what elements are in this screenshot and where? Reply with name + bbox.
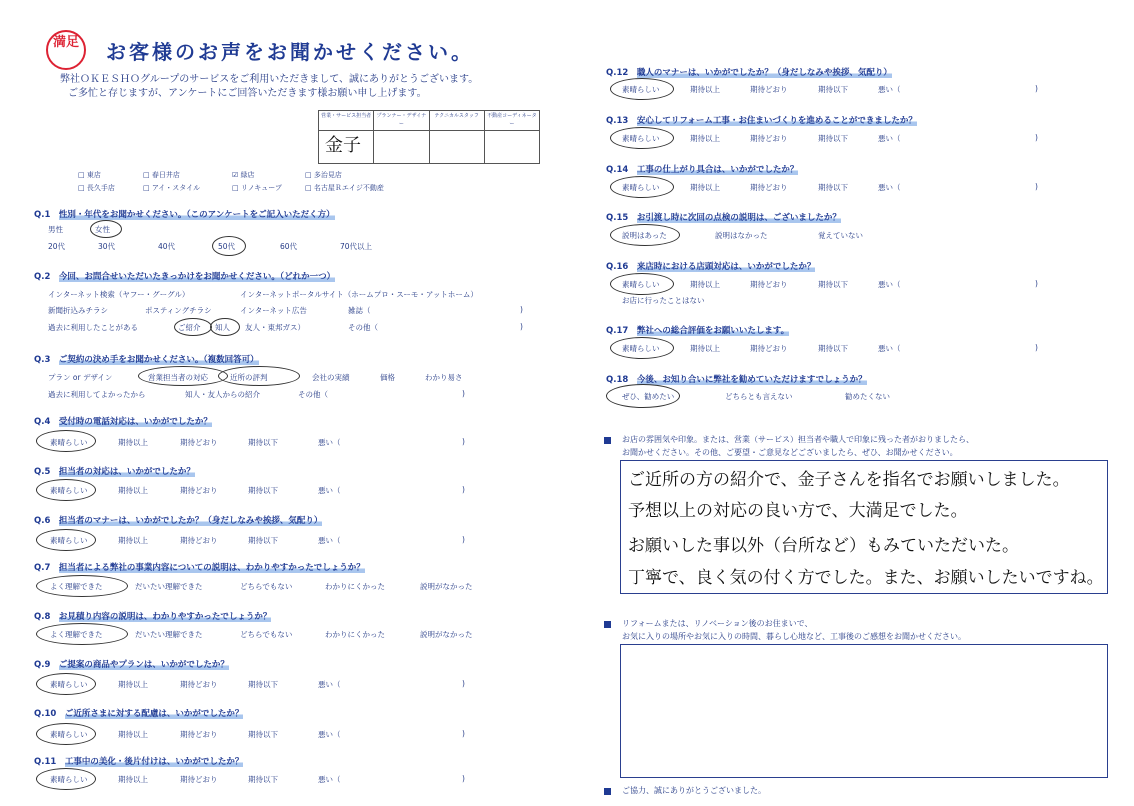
question-heading — [34, 208, 335, 220]
selection-circle — [174, 318, 212, 336]
store-checkbox[interactable]: □ 名古屋Ｒエイジ不動産 — [305, 184, 384, 192]
answer-option[interactable]: 過去に利用してよかったから — [48, 390, 146, 399]
answer-option[interactable]: 悪い（ — [318, 536, 341, 545]
answer-option[interactable]: 悪い（ — [878, 85, 901, 94]
question-text: 性別・年代をお聞かせください。（このアンケートをご記入いただく方） — [58, 210, 335, 220]
answer-option[interactable]: 素晴らしい — [50, 775, 88, 784]
paren-close: ) — [462, 389, 465, 398]
answer-option[interactable]: お店に行ったことはない — [622, 296, 705, 305]
seal-text: 満足 — [52, 35, 79, 50]
page-title: お客様のお声をお聞かせください。 — [106, 40, 474, 64]
store-checkbox[interactable]: □ 春日井店 — [143, 171, 180, 179]
selection-circle — [36, 768, 96, 790]
question-number: Q.10 — [34, 709, 57, 719]
question-text: 安心してリフォーム工事・お住まいづくりを進めることができましたか？ — [636, 116, 917, 126]
comment1-prompt-2: お聞かせください。その他、ご要望・ご意見などございましたら、ぜひ、お聞かせください。 — [622, 448, 958, 457]
answer-option[interactable]: 60代 — [280, 242, 298, 251]
store-checkbox[interactable]: □ 長久手店 — [78, 184, 115, 192]
answer-option[interactable]: 期待以下 — [248, 486, 278, 495]
paren-close: ) — [1035, 84, 1038, 93]
staff-header-sales: 営業・サービス担当者 — [319, 111, 373, 131]
section-bullet — [604, 788, 611, 795]
answer-option[interactable]: 40代 — [158, 242, 176, 251]
answer-option[interactable]: 期待以上 — [690, 280, 720, 289]
intro-line-2: ご多忙と存じますが、アンケートにご回答いただきます様お願い申し上げます。 — [68, 88, 427, 99]
question-text: ご提案の商品やプランは、いかがでしたか？ — [58, 660, 229, 670]
answer-option[interactable]: わかりにくかった — [325, 582, 385, 591]
paren-close: ) — [520, 305, 523, 314]
answer-option[interactable]: 過去に利用したことがある — [48, 323, 138, 332]
answer-option[interactable]: 悪い（ — [878, 344, 901, 353]
answer-option[interactable]: 期待どおり — [750, 134, 788, 143]
answer-option[interactable]: 素晴らしい — [622, 85, 660, 94]
answer-option[interactable]: 説明がなかった — [420, 582, 473, 591]
question-text: 工事中の美化・後片付けは、いかがでしたか？ — [64, 757, 244, 767]
comment1-prompt-1: お店の雰囲気や印象。または、営業（サービス）担当者や職人で印象に残った者がおりましたら、 — [622, 435, 974, 444]
selection-circle — [610, 176, 674, 198]
company-seal — [46, 30, 86, 70]
answer-option[interactable]: 期待以上 — [118, 536, 148, 545]
answer-option[interactable]: 素晴らしい — [50, 680, 88, 689]
question-text: 工事の仕上がり具合は、いかがでしたか？ — [636, 165, 799, 175]
selection-circle — [36, 529, 96, 551]
question-heading — [34, 353, 259, 365]
answer-option[interactable]: 期待どおり — [750, 183, 788, 192]
selection-circle — [36, 723, 96, 745]
question-number: Q.8 — [34, 612, 51, 622]
section-bullet — [604, 437, 611, 444]
answer-option[interactable]: 近所の評判 — [230, 373, 268, 382]
question-text: お見積り内容の説明は、わかりやすかったでしょうか？ — [58, 612, 272, 622]
answer-option[interactable]: 期待以上 — [118, 438, 148, 447]
question-number: Q.12 — [606, 68, 629, 78]
handwriting-line-4: 丁寧で、良く気の付く方でした。また、お願いしたいですね。 — [628, 568, 1104, 588]
answer-option[interactable]: だいたい理解できた — [135, 582, 203, 591]
question-text: 職人のマナーは、いかがでしたか？（身だしなみや挨拶、気配り） — [636, 68, 892, 78]
answer-option[interactable]: だいたい理解できた — [135, 630, 203, 639]
staff-header-planner: プランナー・デザイナー — [374, 111, 428, 131]
handwriting-line-2: 予想以上の対応の良い方で、大満足でした。 — [628, 501, 968, 521]
answer-option[interactable]: 期待以下 — [248, 730, 278, 739]
answer-option[interactable]: 覚えていない — [818, 231, 863, 240]
question-heading — [34, 561, 365, 573]
answer-option[interactable]: 悪い（ — [878, 183, 901, 192]
answer-option[interactable]: 勧めたくない — [845, 392, 890, 401]
answer-option[interactable]: 悪い（ — [318, 775, 341, 784]
question-heading — [606, 163, 798, 175]
question-heading — [606, 324, 789, 336]
selection-circle — [610, 127, 674, 149]
answer-option[interactable]: わかり易さ — [425, 373, 463, 382]
staff-header-realestate: 不動産コーディネーター — [485, 111, 539, 131]
answer-option[interactable]: 30代 — [98, 242, 116, 251]
answer-option[interactable]: 素晴らしい — [50, 536, 88, 545]
answer-option[interactable]: 期待どおり — [750, 280, 788, 289]
selection-circle — [36, 623, 128, 645]
question-text: 担当者の対応は、いかがでしたか？ — [58, 467, 195, 477]
staff-value-technical[interactable] — [430, 131, 484, 163]
staff-value-planner[interactable] — [374, 131, 428, 163]
answer-option[interactable]: よく理解できた — [50, 630, 103, 639]
answer-option[interactable]: ポスティングチラシ — [145, 306, 212, 315]
answer-option[interactable]: 素晴らしい — [622, 134, 660, 143]
question-number: Q.1 — [34, 210, 51, 220]
selection-circle — [90, 220, 122, 238]
store-checkbox[interactable]: □ 東店 — [78, 171, 101, 179]
paren-close: ) — [462, 729, 465, 738]
question-heading — [34, 270, 335, 282]
answer-option[interactable]: 期待以上 — [118, 730, 148, 739]
answer-option[interactable]: 雑誌（ — [348, 306, 371, 315]
answer-option[interactable]: 営業担当者の対応 — [148, 373, 208, 382]
answer-option[interactable]: 悪い（ — [318, 680, 341, 689]
selection-circle — [36, 430, 96, 452]
answer-option[interactable]: 期待どおり — [180, 536, 218, 545]
answer-option[interactable]: 期待どおり — [180, 680, 218, 689]
answer-option[interactable]: 期待以上 — [118, 486, 148, 495]
answer-option[interactable]: 期待以上 — [690, 134, 720, 143]
answer-option[interactable]: インターネットポータルサイト（ホームプロ・スーモ・アットホーム） — [240, 290, 478, 299]
answer-option[interactable]: 悪い（ — [318, 486, 341, 495]
paren-close: ) — [1035, 279, 1038, 288]
answer-option[interactable]: 期待以上 — [690, 344, 720, 353]
handwriting-line-1: ご近所の方の紹介で、金子さんを指名でお願いしました。 — [628, 470, 1070, 490]
selection-circle — [210, 318, 240, 336]
comment2-prompt-2: お気に入りの場所やお気に入りの時間、暮らし心地など、工事後のご感想をお聞かせください。 — [622, 632, 966, 641]
handwriting-line-3: お願いした事以外（台所など）もみていただいた。 — [628, 536, 1019, 556]
answer-option[interactable]: 友人・東邦ガス） — [245, 323, 305, 332]
selection-circle — [212, 236, 246, 256]
answer-option[interactable]: 期待以上 — [690, 183, 720, 192]
question-text: 今後、お知り合いに弊社を勧めていただけますでしょうか？ — [636, 375, 867, 385]
question-number: Q.17 — [606, 326, 629, 336]
answer-option[interactable]: 期待どおり — [180, 486, 218, 495]
question-text: ご近所さまに対する配慮は、いかがでしたか？ — [64, 709, 244, 719]
answer-option[interactable]: 期待以下 — [818, 344, 848, 353]
answer-option[interactable]: 悪い（ — [878, 280, 901, 289]
paren-close: ) — [1035, 343, 1038, 352]
question-text: お引渡し時に次回の点検の説明は、ございましたか？ — [636, 213, 841, 223]
staff-table — [318, 110, 540, 164]
answer-option[interactable]: 説明はあった — [622, 231, 667, 240]
store-checkbox-checked[interactable]: ☑ 緑店 — [232, 171, 255, 179]
answer-option[interactable]: 期待どおり — [750, 344, 788, 353]
paren-close: ) — [1035, 182, 1038, 191]
comment2-prompt-1: リフォームまたは、リノベーション後のお住まいで、 — [622, 619, 813, 628]
comment2-box[interactable] — [620, 644, 1108, 778]
answer-option[interactable]: 期待どおり — [180, 775, 218, 784]
intro-line-1: 弊社ＯＫＥＳＨＯグループのサービスをご利用いただきまして、誠にありがとうございます。 — [60, 74, 479, 85]
answer-option[interactable]: その他（ — [348, 323, 378, 332]
paren-close: ) — [462, 437, 465, 446]
question-heading — [34, 415, 212, 427]
selection-circle — [610, 224, 680, 246]
answer-option[interactable]: ぜひ、勧めたい — [622, 392, 675, 401]
answer-option[interactable]: どちらでもない — [240, 582, 293, 591]
answer-option[interactable]: 期待以下 — [818, 183, 848, 192]
answer-option[interactable]: プラン or デザイン — [48, 373, 113, 382]
answer-option[interactable]: 素晴らしい — [50, 486, 88, 495]
question-heading — [34, 755, 243, 767]
question-text: 今回、お問合せいただいたきっかけをお聞かせください。（どれか一つ） — [58, 272, 336, 282]
answer-option[interactable]: ご紹介 — [178, 323, 201, 332]
question-heading — [34, 465, 195, 477]
answer-option[interactable]: 知人 — [215, 323, 230, 332]
question-heading — [606, 211, 841, 223]
store-checkbox[interactable]: □ リノキューブ — [232, 184, 282, 192]
answer-option[interactable]: その他（ — [298, 390, 328, 399]
answer-option[interactable]: インターネット検索（ヤフー・グーグル） — [48, 290, 190, 299]
question-number: Q.15 — [606, 213, 629, 223]
answer-option[interactable]: 素晴らしい — [622, 280, 660, 289]
staff-value-realestate[interactable] — [485, 131, 539, 163]
answer-option[interactable]: どちらとも言えない — [725, 392, 793, 401]
selection-circle — [36, 575, 128, 597]
selection-circle — [610, 273, 674, 295]
question-text: 弊社への総合評価をお願いいたします。 — [636, 326, 790, 336]
answer-option[interactable]: 女性 — [95, 225, 110, 234]
answer-option[interactable]: インターネット広告 — [240, 306, 307, 315]
answer-option[interactable]: 期待以下 — [818, 134, 848, 143]
question-heading — [606, 114, 917, 126]
footer-thanks: ご協力、誠にありがとうございました。 — [622, 786, 766, 795]
question-text: 受付時の電話対応は、いかがでしたか？ — [58, 417, 212, 427]
paren-close: ) — [462, 535, 465, 544]
question-text: ご契約の決め手をお聞かせください。（複数回答可） — [58, 355, 259, 365]
answer-option[interactable]: 説明はなかった — [715, 231, 768, 240]
answer-option[interactable]: 期待以下 — [248, 438, 278, 447]
question-text: 担当者のマナーは、いかがでしたか？（身だしなみや挨拶、気配り） — [58, 516, 323, 526]
question-number: Q.7 — [34, 563, 51, 573]
answer-option[interactable]: 男性 — [48, 225, 63, 234]
answer-option[interactable]: 期待どおり — [750, 85, 788, 94]
paren-close: ) — [462, 485, 465, 494]
question-number: Q.16 — [606, 262, 629, 272]
answer-option[interactable]: 悪い（ — [878, 134, 901, 143]
answer-option[interactable]: 50代 — [218, 242, 236, 251]
question-heading — [34, 514, 322, 526]
question-text: 担当者による弊社の事業内容についての説明は、わかりやすかったでしょうか？ — [58, 563, 365, 573]
question-number: Q.6 — [34, 516, 51, 526]
section-bullet — [604, 621, 611, 628]
question-number: Q.11 — [34, 757, 57, 767]
paren-close: ) — [1035, 133, 1038, 142]
answer-option[interactable]: よく理解できた — [50, 582, 103, 591]
answer-option[interactable]: 期待以上 — [118, 775, 148, 784]
answer-option[interactable]: 70代以上 — [340, 242, 373, 251]
answer-option[interactable]: 期待以上 — [690, 85, 720, 94]
answer-option[interactable]: 悪い（ — [318, 438, 341, 447]
answer-option[interactable]: 期待以下 — [248, 775, 278, 784]
paren-close: ) — [462, 679, 465, 688]
selection-circle — [610, 78, 674, 100]
selection-circle — [610, 337, 674, 359]
question-number: Q.13 — [606, 116, 629, 126]
answer-option[interactable]: わかりにくかった — [325, 630, 385, 639]
question-number: Q.3 — [34, 355, 51, 365]
answer-option[interactable]: 素晴らしい — [622, 183, 660, 192]
answer-option[interactable]: 悪い（ — [318, 730, 341, 739]
answer-option[interactable]: 期待以下 — [818, 85, 848, 94]
answer-option[interactable]: 新聞折込みチラシ — [48, 306, 108, 315]
question-heading — [34, 707, 243, 719]
question-heading — [606, 66, 892, 78]
question-number: Q.2 — [34, 272, 51, 282]
answer-option[interactable]: 20代 — [48, 242, 66, 251]
answer-option[interactable]: 会社の実績 — [312, 373, 350, 382]
question-number: Q.5 — [34, 467, 51, 477]
answer-option[interactable]: 素晴らしい — [622, 344, 660, 353]
question-number: Q.9 — [34, 660, 51, 670]
paren-close: ) — [462, 774, 465, 783]
question-number: Q.18 — [606, 375, 629, 385]
answer-option[interactable]: どちらでもない — [240, 630, 293, 639]
answer-option[interactable]: 期待どおり — [180, 438, 218, 447]
question-heading — [34, 658, 229, 670]
answer-option[interactable]: 素晴らしい — [50, 438, 88, 447]
selection-circle — [36, 479, 96, 501]
selection-circle — [36, 673, 96, 695]
question-number: Q.14 — [606, 165, 629, 175]
staff-header-technical: テクニカルスタッフ — [430, 111, 484, 131]
store-checkbox[interactable]: □ 多治見店 — [305, 171, 342, 179]
paren-close: ) — [520, 322, 523, 331]
store-checkbox[interactable]: □ アイ・スタイル — [143, 184, 201, 192]
answer-option[interactable]: 期待以下 — [818, 280, 848, 289]
selection-circle — [218, 366, 300, 386]
answer-option[interactable]: 素晴らしい — [50, 730, 88, 739]
answer-option[interactable]: 期待どおり — [180, 730, 218, 739]
selection-circle — [138, 366, 228, 386]
selection-circle — [606, 384, 680, 408]
question-heading — [606, 260, 815, 272]
question-number: Q.4 — [34, 417, 51, 427]
answer-option[interactable]: 知人・友人からの紹介 — [185, 390, 260, 399]
staff-value-sales[interactable]: 金子 — [325, 135, 361, 156]
question-heading — [34, 610, 271, 622]
answer-option[interactable]: 期待以下 — [248, 536, 278, 545]
answer-option[interactable]: 説明がなかった — [420, 630, 473, 639]
question-text: 来店時における店頭対応は、いかがでしたか？ — [636, 262, 816, 272]
answer-option[interactable]: 期待以下 — [248, 680, 278, 689]
answer-option[interactable]: 期待以上 — [118, 680, 148, 689]
answer-option[interactable]: 価格 — [380, 373, 395, 382]
